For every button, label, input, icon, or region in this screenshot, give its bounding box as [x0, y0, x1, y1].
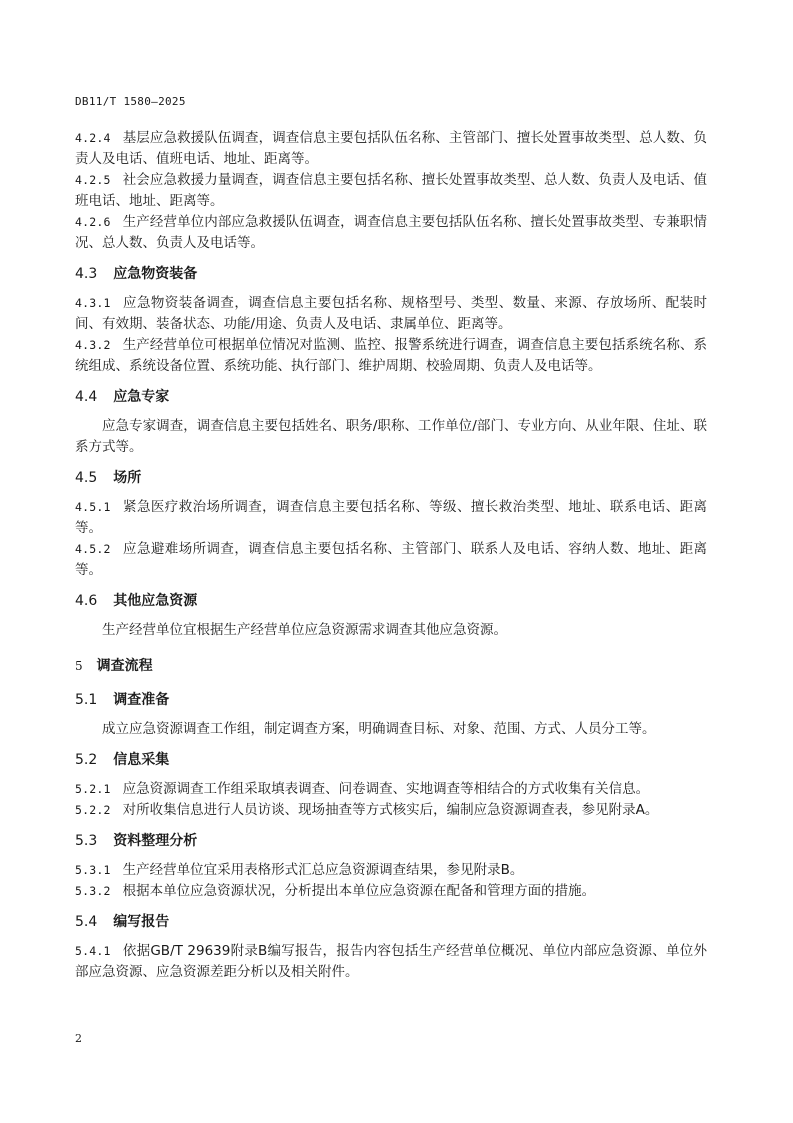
clause-text: 应急专家调查，调查信息主要包括姓名、职务/职称、工作单位/部门、专业方向、从业年限、住址、联系方式等。 [75, 418, 707, 455]
section-heading [75, 467, 707, 489]
clause-text: 社会应急救援力量调查，调查信息主要包括名称、擅长处置事故类型、总人数、负责人及电话、值班电话、地址、距离等。 [75, 172, 707, 209]
page-number: 2 [75, 1032, 82, 1045]
clause-number: 5.1 [75, 692, 98, 708]
clause-number: 5 [75, 659, 83, 673]
clause-paragraph [75, 497, 707, 539]
clause-paragraph [75, 800, 707, 821]
clause-text: 成立应急资源调查工作组，制定调查方案，明确调查目标、对象、范围、方式、人员分工等。 [102, 721, 656, 737]
clause-paragraph [75, 212, 707, 254]
clause-text: 信息采集 [113, 752, 170, 768]
clause-text: 应急避难场所调查，调查信息主要包括名称、主管部门、联系人及电话、容纳人数、地址、距离等。 [75, 541, 707, 578]
clause-paragraph [75, 293, 707, 335]
clause-number: 5.2.1 [75, 782, 111, 796]
clause-text: 生产经营单位宜采用表格形式汇总应急资源调查结果，参见附录B。 [122, 862, 524, 878]
clause-number: 4.5.2 [75, 542, 111, 556]
document-body [75, 128, 707, 983]
section-heading [75, 386, 707, 408]
section-heading [75, 911, 707, 933]
clause-number: 4.5.1 [75, 500, 111, 514]
clause-number: 5.4 [75, 914, 98, 930]
clause-number: 5.3 [75, 833, 98, 849]
clause-text: 根据本单位应急资源状况，分析提出本单位应急资源在配备和管理方面的措施。 [122, 883, 596, 899]
clause-paragraph [75, 128, 707, 170]
clause-text: 场所 [113, 470, 142, 486]
section-heading [75, 263, 707, 285]
clause-number: 4.3.1 [75, 296, 111, 310]
paragraph [75, 620, 707, 641]
clause-paragraph [75, 860, 707, 881]
clause-text: 调查流程 [96, 658, 153, 674]
clause-number: 5.3.2 [75, 884, 111, 898]
clause-number: 4.3 [75, 266, 98, 282]
clause-paragraph [75, 539, 707, 581]
clause-number: 4.2.6 [75, 215, 111, 229]
clause-number: 5.4.1 [75, 944, 111, 958]
clause-text: 其他应急资源 [113, 593, 198, 609]
clause-text: 应急专家 [113, 389, 170, 405]
clause-text: 编写报告 [113, 914, 170, 930]
section-heading [75, 689, 707, 711]
clause-text: 应急资源调查工作组采取填表调查、问卷调查、实地调查等相结合的方式收集有关信息。 [122, 781, 650, 797]
clause-paragraph [75, 881, 707, 902]
clause-text: 调查准备 [113, 692, 170, 708]
clause-number: 4.6 [75, 593, 98, 609]
clause-number: 4.2.4 [75, 131, 111, 145]
clause-paragraph [75, 779, 707, 800]
clause-number: 4.4 [75, 389, 98, 405]
paragraph [75, 416, 707, 458]
clause-number: 4.2.5 [75, 173, 111, 187]
section-heading [75, 749, 707, 771]
clause-number: 5.2.2 [75, 803, 111, 817]
clause-text: 生产经营单位可根据单位情况对监测、监控、报警系统进行调查，调查信息主要包括系统名称、系统组成、系统设备位置、系统功能、执行部门、维护周期、校验周期、负责人及电话等。 [75, 337, 707, 374]
clause-text: 对所收集信息进行人员访谈、现场抽查等方式核实后，编制应急资源调查表，参见附录A。 [122, 802, 659, 818]
chapter-heading [75, 655, 707, 677]
clause-paragraph [75, 335, 707, 377]
clause-text: 基层应急救援队伍调查，调查信息主要包括队伍名称、主管部门、擅长处置事故类型、总人数、负责人及电话、值班电话、地址、距离等。 [75, 130, 707, 167]
clause-text: 紧急医疗救治场所调查，调查信息主要包括名称、等级、擅长救治类型、地址、联系电话、距离等。 [75, 499, 707, 536]
clause-text: 资料整理分析 [113, 833, 198, 849]
section-heading [75, 830, 707, 852]
clause-text: 应急物资装备调查，调查信息主要包括名称、规格型号、类型、数量、来源、存放场所、配装时间、有效期、装备状态、功能/用途、负责人及电话、隶属单位、距离等。 [75, 295, 707, 332]
clause-paragraph [75, 170, 707, 212]
clause-number: 5.2 [75, 752, 98, 768]
clause-paragraph [75, 941, 707, 983]
clause-number: 4.5 [75, 470, 98, 486]
clause-number: 5.3.1 [75, 863, 111, 877]
clause-text: 依据GB/T 29639附录B编写报告，报告内容包括生产经营单位概况、单位内部应急资源、单位外部应急资源、应急资源差距分析以及相关附件。 [75, 943, 707, 980]
section-heading [75, 590, 707, 612]
document-code: DB11/T 1580—2025 [75, 95, 186, 108]
paragraph [75, 719, 707, 740]
clause-text: 生产经营单位宜根据生产经营单位应急资源需求调查其他应急资源。 [102, 622, 507, 638]
clause-number: 4.3.2 [75, 338, 111, 352]
clause-text: 应急物资装备 [113, 266, 198, 282]
clause-text: 生产经营单位内部应急救援队伍调查，调查信息主要包括队伍名称、擅长处置事故类型、专兼职情况、总人数、负责人及电话等。 [75, 214, 707, 251]
